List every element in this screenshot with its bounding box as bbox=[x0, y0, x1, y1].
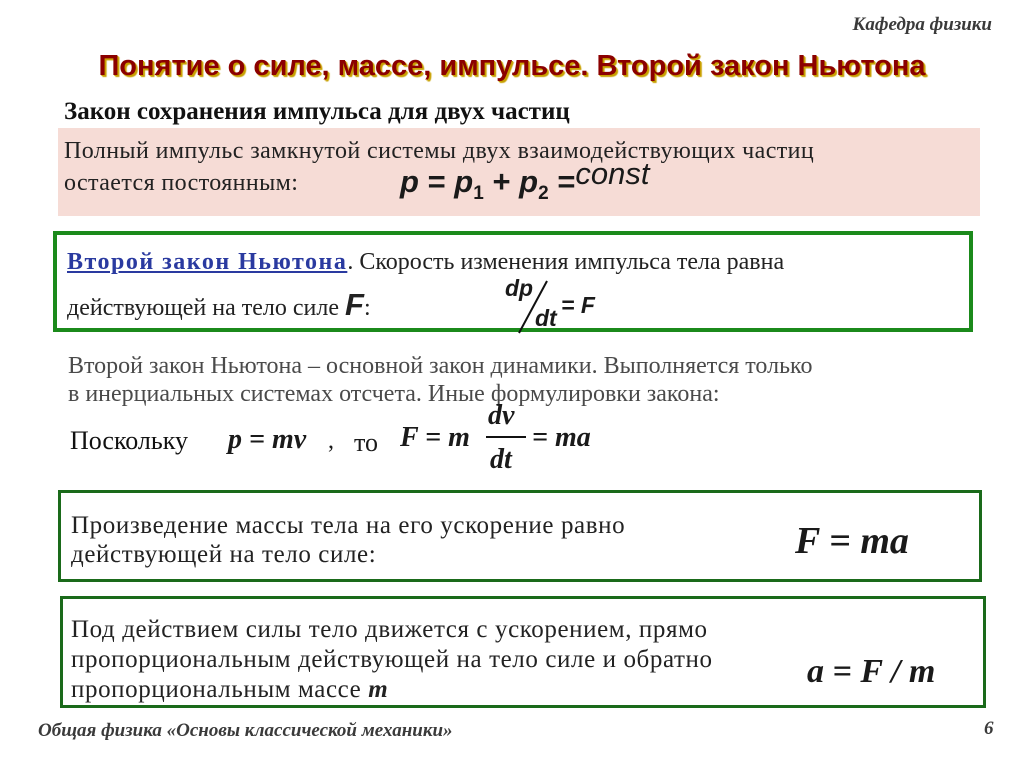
conservation-heading: Закон сохранения импульса для двух частиц bbox=[64, 98, 570, 125]
slide-title: Понятие о силе, массе, импульсе. Второй закон Ньютона bbox=[98, 50, 926, 82]
momentum-conservation-formula: $p = p_1 + p_2$ =const bbox=[400, 156, 650, 205]
conservation-text-line1: Полный импульс замкнутой системы двух взаимодействующих частиц bbox=[64, 138, 815, 164]
course-footer: Общая физика «Основы классической механики» bbox=[38, 720, 453, 741]
dp-dt-formula: dp dt = F bbox=[505, 275, 595, 331]
force-symbol: F bbox=[345, 287, 364, 322]
page-number: 6 bbox=[984, 718, 994, 739]
acceleration-box bbox=[60, 596, 986, 708]
since-comma: , bbox=[328, 428, 334, 454]
newton-law-line2: действующей на тело силе F: bbox=[67, 287, 371, 322]
newton-law-link[interactable]: Второй закон Ньютона bbox=[67, 249, 348, 275]
conservation-box bbox=[58, 128, 980, 216]
f-equals-ma-text: Произведение массы тела на его ускорение равно действующей на тело силе: bbox=[71, 512, 626, 568]
momentum-formula: p = mv bbox=[228, 424, 307, 455]
since-word: Поскольку bbox=[70, 426, 189, 455]
department-label: Кафедра физики bbox=[852, 14, 992, 35]
acceleration-text: Под действием силы тело движется с ускорением, прямо пропорциональным действующей на тело силе и обратно пропорциональным массе m bbox=[71, 616, 713, 703]
then-word: то bbox=[354, 428, 379, 457]
f-equals-ma-formula: F = ma bbox=[795, 520, 909, 562]
newton-law-line1: Второй закон Ньютона. Скорость изменения импульса тела равна bbox=[67, 249, 785, 275]
f-equals-ma-box bbox=[58, 490, 982, 582]
acceleration-formula: a = F / m bbox=[807, 653, 936, 690]
f-m-dv-dt-formula: F = m dv dt = ma bbox=[400, 400, 591, 475]
newton-second-law-box bbox=[53, 231, 973, 332]
dynamics-paragraph: Второй закон Ньютона – основной закон динамики. Выполняется только в инерциальных системах отсчета. Иные формулировки закона: bbox=[68, 353, 813, 407]
conservation-text-line2: остается постоянным: bbox=[64, 170, 299, 196]
